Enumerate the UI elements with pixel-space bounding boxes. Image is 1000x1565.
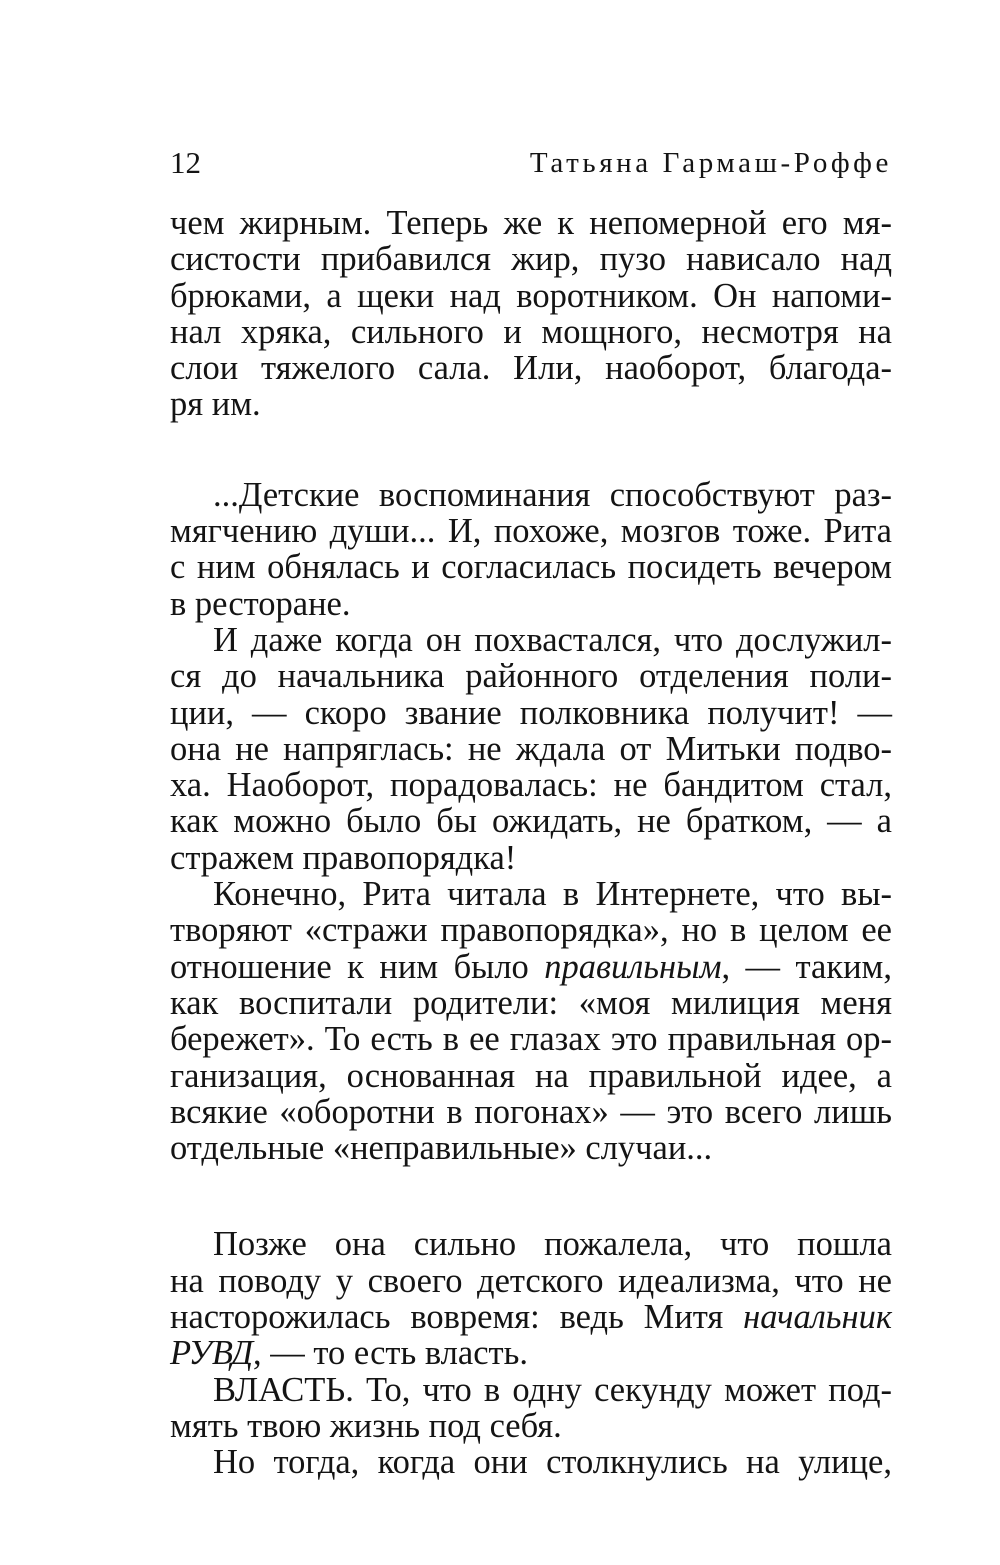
text-line: ...Детские воспоминания способствуют раз- <box>213 475 892 514</box>
paragraph-4 <box>170 876 892 1166</box>
text-run: насторожилась вовремя: ведь Митя <box>170 1298 744 1337</box>
text-line: стражем правопорядка! <box>170 838 517 877</box>
text-line: Конечно, Рита читала в Интернете, что вы- <box>213 875 892 914</box>
text-line: как воспитали родители: «моя милиция меня <box>170 983 892 1022</box>
text-line: творяют «стражи правопорядка», но в целом ее <box>170 911 892 950</box>
text-run: , — то есть власть. <box>253 1334 528 1373</box>
text-line: отдельные «неправильные» случаи... <box>170 1129 713 1168</box>
page-header <box>170 138 892 188</box>
text-run: , — таким, <box>721 947 892 986</box>
text-line <box>170 949 892 985</box>
text-line: ВЛАСТЬ. То, что в одну секунду может под- <box>213 1370 892 1409</box>
text-line: как можно было бы ожидать, не братком, — а <box>170 802 892 841</box>
text-line: брюками, а щеки над воротником. Он напоми- <box>170 276 892 315</box>
paragraph-7 <box>170 1444 892 1480</box>
text-line: ря им. <box>170 385 261 424</box>
text-line: мягчению души... И, похоже, мозгов тоже. Рита <box>170 512 892 551</box>
emphasis-text: РУВД <box>170 1334 254 1373</box>
text-line: на поводу у своего детского идеализма, что не <box>170 1261 892 1300</box>
text-line: ся до начальника районного отделения поли- <box>170 657 892 696</box>
text-line: ха. Наоборот, порадовалась: не бандитом стал, <box>170 766 892 805</box>
text-line: она не напряглась: не ждала от Митьки подво- <box>170 729 892 768</box>
text-line: слои тяжелого сала. Или, наоборот, благода- <box>170 349 892 388</box>
running-title: Татьяна Гармаш-Роффе <box>529 147 892 179</box>
emphasis-text: правильным <box>544 947 722 986</box>
paragraph-1 <box>170 205 892 423</box>
text-line: систости прибавился жир, пузо нависало над <box>170 240 892 279</box>
text-line: с ним обнялась и согласилась посидеть вечером <box>170 548 892 587</box>
emphasis-text: начальник <box>743 1298 892 1337</box>
text-line: всякие «оборотни в погонах» — это всего лишь <box>170 1092 892 1131</box>
page-number: 12 <box>170 145 201 180</box>
text-line: Но тогда, когда они столкнулись на улице, <box>213 1443 892 1482</box>
text-line: И даже когда он похвастался, что дослужил- <box>213 620 892 659</box>
text-line: чем жирным. Теперь же к непомерной его мя- <box>170 204 892 242</box>
text-line: Позже она сильно пожалела, что пошла <box>213 1225 892 1264</box>
text-run: отношение к ним было <box>170 947 545 986</box>
text-line: ции, — скоро звание полковника получит! — <box>170 693 892 732</box>
text-line: нал хряка, сильного и мощного, несмотря на <box>170 312 892 351</box>
text-line: ганизация, основанная на правильной идее, а <box>170 1056 892 1095</box>
text-line: бережет». То есть в ее глазах это правильная ор- <box>170 1020 892 1059</box>
paragraph-6 <box>170 1372 892 1445</box>
paragraph-5 <box>170 1226 892 1371</box>
paragraph-2 <box>170 477 892 622</box>
section-break <box>170 423 892 477</box>
page-body <box>170 205 892 1481</box>
paragraph-3 <box>170 622 892 876</box>
text-line <box>170 1335 892 1371</box>
section-break <box>170 1166 892 1226</box>
text-line: мять твою жизнь под себя. <box>170 1406 562 1445</box>
text-line: в ресторане. <box>170 584 351 623</box>
text-line <box>170 1299 892 1335</box>
